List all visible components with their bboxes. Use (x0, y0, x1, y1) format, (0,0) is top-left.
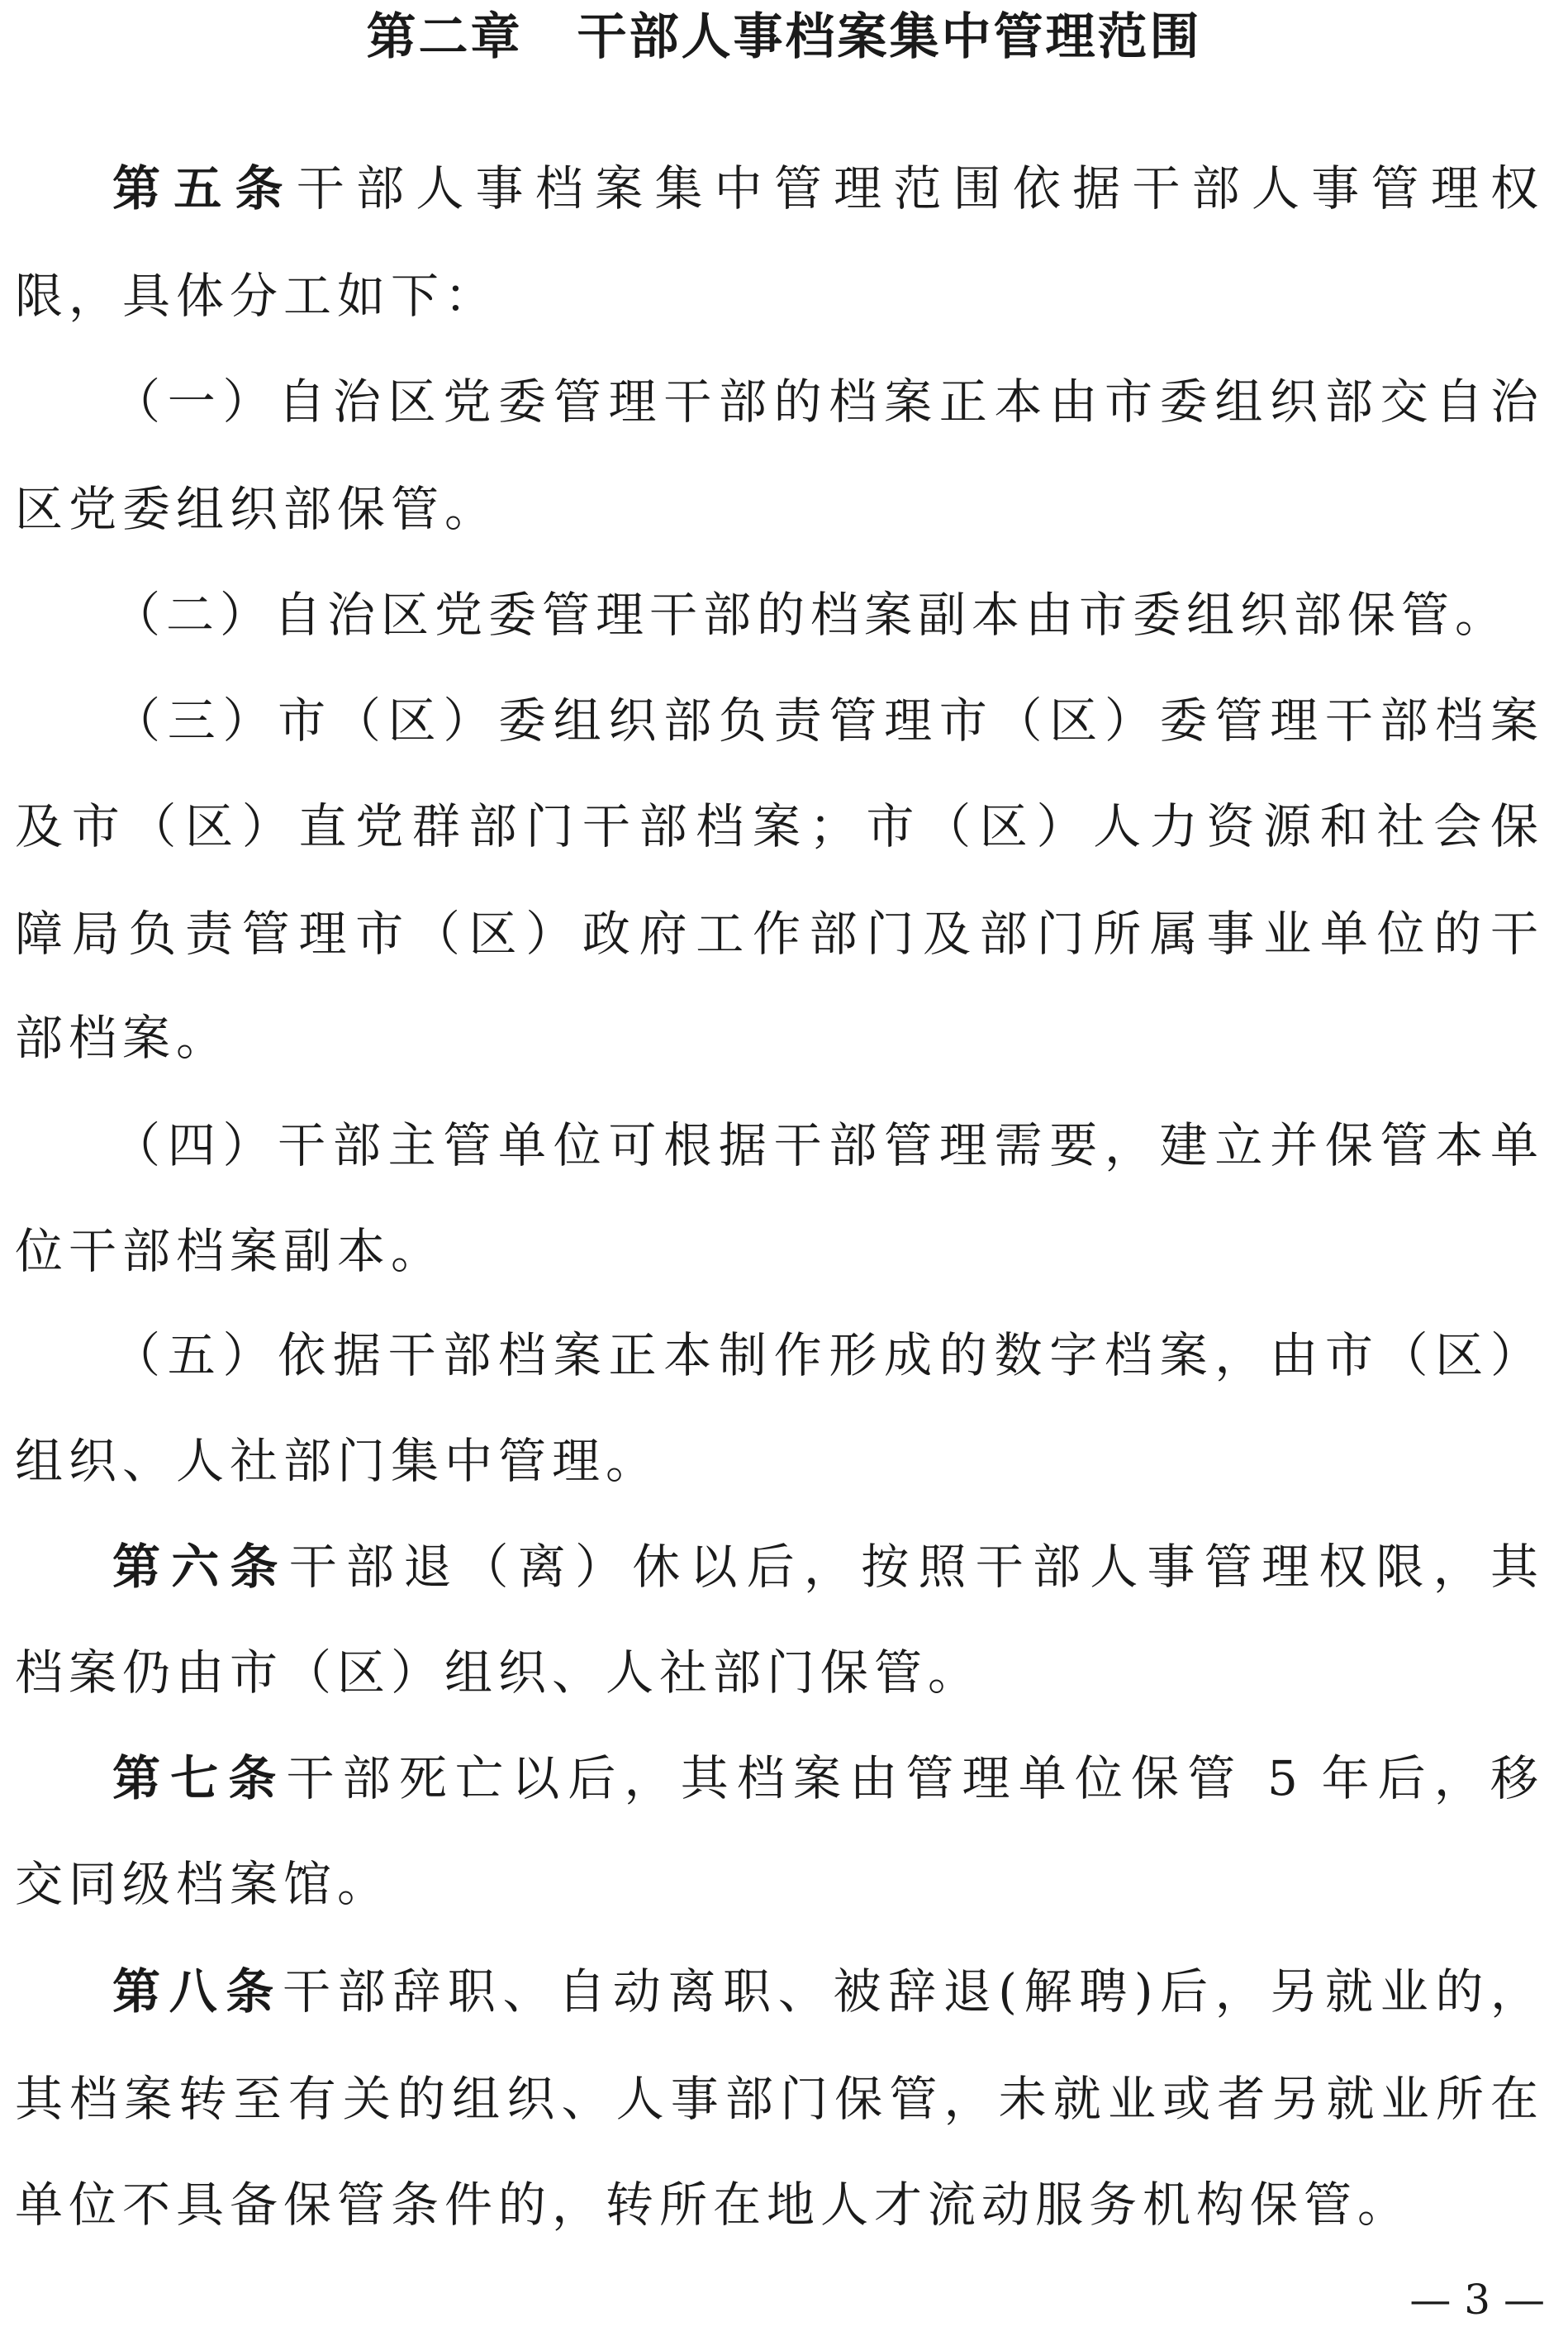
line-text: 干部辞职、自动离职、被辞退(解聘)后，另就业的， (282, 1963, 1538, 2020)
line-text: 限，具体分工如下： (15, 268, 499, 324)
text-line (15, 2048, 1538, 2150)
text-line (15, 2153, 1538, 2256)
text-line (112, 1940, 1538, 2043)
article-heading: 第六条 (112, 1539, 289, 1595)
text-line (15, 883, 1538, 985)
text-line (15, 987, 1538, 1089)
text-line (15, 1200, 1538, 1302)
article-heading: 第五条 (112, 160, 297, 216)
article-heading: 第七条 (112, 1750, 287, 1806)
text-line (15, 775, 1538, 878)
text-line (112, 1304, 1538, 1406)
line-text: 交同级档案馆。 (15, 1856, 392, 1912)
line-text: （五）依据干部档案正本制作形成的数字档案，由市（区） (112, 1327, 1538, 1383)
line-text: 干部死亡以后，其档案由管理单位保管 5 年后，移 (286, 1750, 1538, 1806)
chapter-title (0, 2, 1568, 73)
line-text: 干部人事档案集中管理范围依据干部人事管理权 (296, 160, 1538, 216)
line-text: 干部退（离）休以后，按照干部人事管理权限，其 (288, 1539, 1538, 1595)
text-line (112, 1727, 1538, 1830)
line-text: 部档案。 (15, 1010, 230, 1066)
chapter-name: 干部人事档案集中管理范围 (577, 8, 1202, 66)
text-line (15, 458, 1538, 560)
line-text: （四）干部主管单位可根据干部管理需要，建立并保管本单 (112, 1117, 1538, 1173)
chapter-number: 第二章 (366, 8, 523, 66)
text-line (112, 137, 1538, 240)
text-line (15, 1621, 1538, 1724)
line-text: （三）市（区）委组织部负责管理市（区）委管理干部档案 (112, 692, 1538, 749)
text-line (112, 669, 1538, 772)
line-text: （一）自治区党委管理干部的档案正本由市委组织部交自治 (112, 374, 1538, 430)
page-number: — 3 — (1409, 2276, 1545, 2324)
line-text: 组织、人社部门集中管理。 (15, 1433, 660, 1489)
text-line (112, 564, 1538, 666)
text-line (15, 1833, 1538, 1935)
line-text: （二）自治区党委管理干部的档案副本由市委组织部保管。 (112, 587, 1509, 643)
line-text: 其档案转至有关的组织、人事部门保管，未就业或者另就业所在 (15, 2071, 1538, 2127)
text-line (15, 1410, 1538, 1512)
line-text: 障局负责管理市（区）政府工作部门及部门所属事业单位的干 (15, 906, 1538, 962)
line-text: 区党委组织部保管。 (15, 481, 499, 537)
line-text: 档案仍由市（区）组织、人社部门保管。 (15, 1644, 982, 1701)
text-line (112, 1094, 1538, 1197)
line-text: 及市（区）直党群部门干部档案；市（区）人力资源和社会保 (15, 798, 1538, 854)
line-text: 单位不具备保管条件的，转所在地人才流动服务机构保管。 (15, 2177, 1412, 2233)
article-heading: 第八条 (112, 1963, 283, 2020)
line-text: 位干部档案副本。 (15, 1223, 445, 1279)
text-line (15, 245, 1538, 347)
text-line (112, 1515, 1538, 1618)
text-line (112, 350, 1538, 453)
